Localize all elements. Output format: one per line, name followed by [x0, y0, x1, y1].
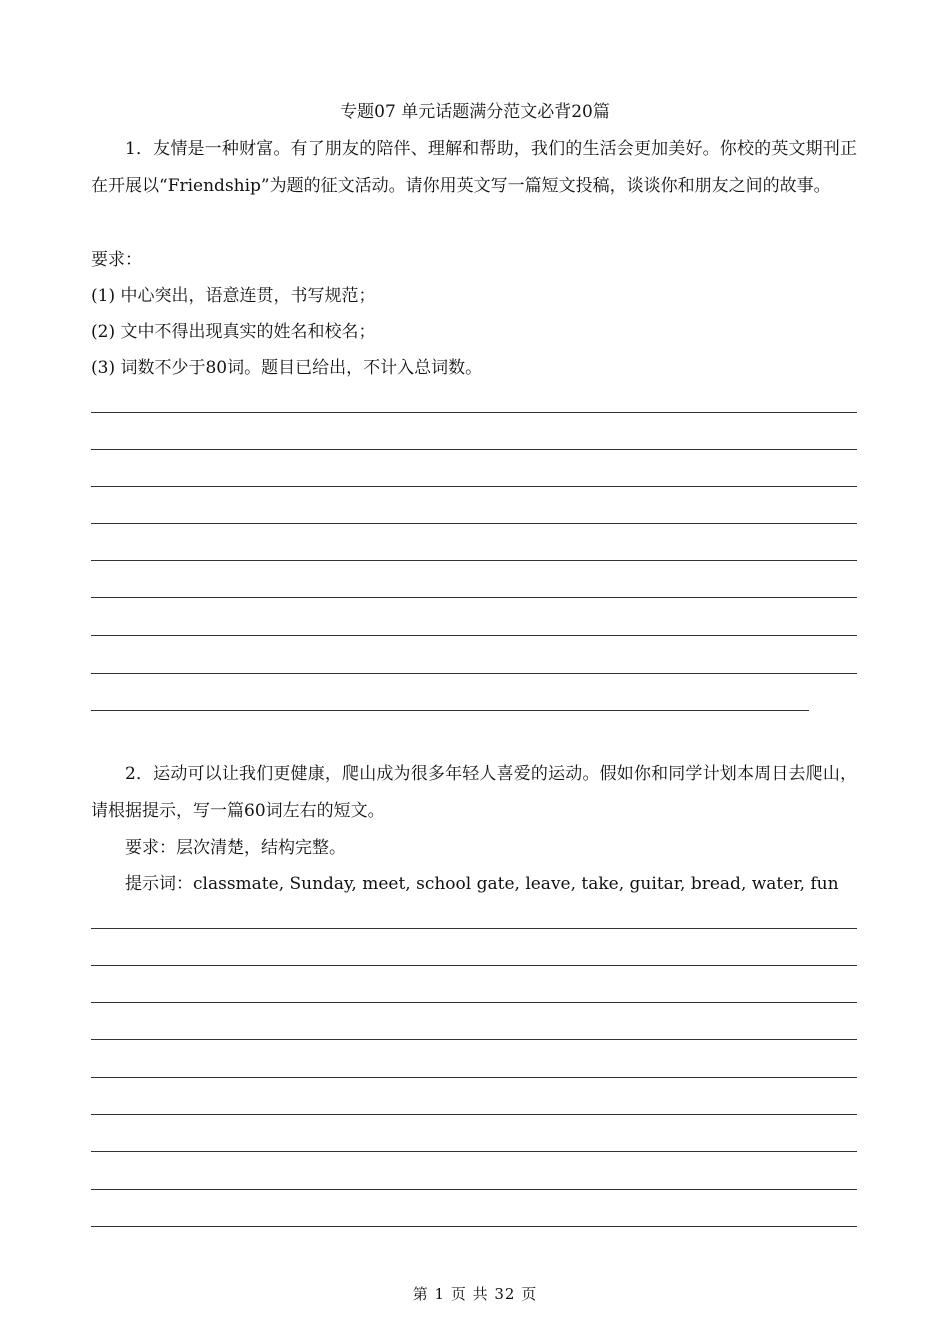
question-1-text: 友情是一种财富。有了朋友的陪伴、理解和帮助，我们的生活会更加美好。你校的英文期刊正在开展以“Friendship”为题的征文活动。请你用英文写一篇短文投稿，谈谈你和朋友之间的故事。 [91, 139, 858, 196]
writing-line[interactable] [91, 523, 857, 524]
question-1-requirements-label: 要求： [91, 250, 142, 270]
question-1-requirement-2: (2) 文中不得出现真实的姓名和校名； [91, 322, 376, 342]
question-2-requirements: 要求：层次清楚，结构完整。 [125, 838, 346, 858]
writing-line[interactable] [91, 635, 857, 636]
writing-line[interactable] [91, 449, 857, 450]
writing-line[interactable] [91, 1151, 857, 1152]
writing-line[interactable] [91, 1114, 857, 1115]
writing-line[interactable] [91, 1077, 857, 1078]
question-2-number: 2． [125, 764, 154, 784]
question-1-prompt [91, 131, 857, 205]
writing-line[interactable] [91, 965, 857, 966]
writing-line[interactable] [91, 1226, 857, 1227]
question-1-requirement-3: (3) 词数不少于80词。题目已给出，不计入总词数。 [91, 358, 483, 378]
writing-line[interactable] [91, 1039, 857, 1040]
writing-line[interactable] [91, 597, 857, 598]
writing-line[interactable] [91, 486, 857, 487]
question-1-requirement-1: (1) 中心突出，语意连贯，书写规范； [91, 286, 376, 306]
page-title: 专题07 单元话题满分范文必背20篇 [340, 102, 610, 122]
question-2-hint-words: 提示词：classmate, Sunday, meet, school gate, leave, take, guitar, bread, water, fun [125, 874, 839, 894]
writing-line[interactable] [91, 560, 857, 561]
question-2-prompt [91, 756, 857, 830]
writing-line[interactable] [91, 1002, 857, 1003]
writing-line[interactable] [91, 412, 857, 413]
page-footer: 第 1 页 共 32 页 [412, 1285, 538, 1303]
question-1-number: 1． [125, 139, 154, 159]
writing-line[interactable] [91, 710, 809, 711]
writing-line[interactable] [91, 673, 857, 674]
writing-line[interactable] [91, 928, 857, 929]
question-2-text: 运动可以让我们更健康，爬山成为很多年轻人喜爱的运动。假如你和同学计划本周日去爬山，请根据提示，写一篇60词左右的短文。 [91, 764, 858, 821]
writing-line[interactable] [91, 1189, 857, 1190]
